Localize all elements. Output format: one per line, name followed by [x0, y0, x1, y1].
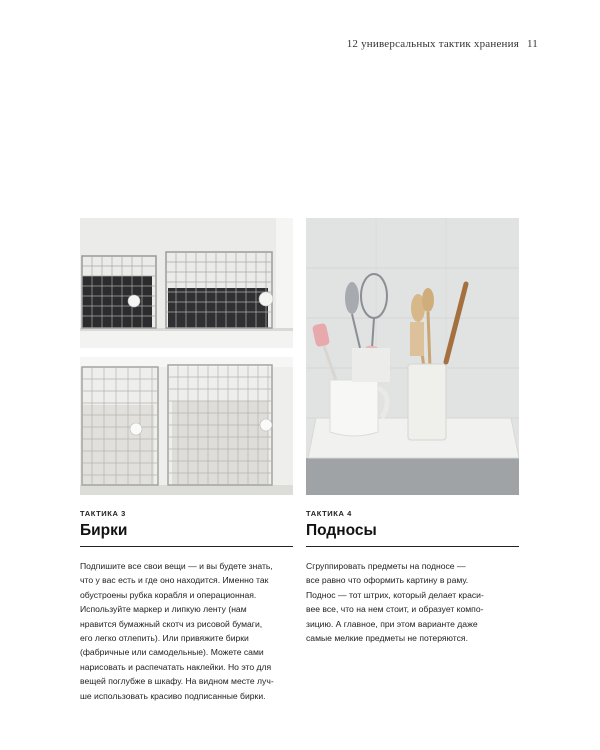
body-line: нарисовать и распечатать наклейки. Но это для [80, 661, 272, 672]
body-line: (фабричные или самодельные). Можете сами [80, 647, 264, 658]
body-line: зицию. А главное, при этом варианте даже [306, 618, 478, 629]
running-head-title: 12 универсальных тактик хранения [346, 38, 519, 50]
body-line: его легко отлепить). Или привяжите бирки [80, 633, 249, 644]
body-line: Используйте маркер и липкую ленту (нам [80, 604, 247, 615]
body-line: вее все, что на нем стоит, и образует компо- [306, 604, 484, 615]
tactic-4-rule [306, 546, 519, 547]
photo-baskets-bottom-shelf [80, 357, 293, 495]
tactic-3-section [80, 509, 293, 703]
body-line: вещей поглубже в шкафу. На видном месте луч- [80, 676, 274, 687]
tactic-3-body [80, 559, 293, 703]
tactic-3-kicker: ТАКТИКА 3 [80, 509, 126, 518]
body-line: Сгруппировать предметы на подносе — [306, 561, 466, 571]
body-line: что у вас есть и где оно находится. Именно так [80, 575, 269, 586]
body-line: самые мелкие предметы не потеряются. [306, 633, 468, 644]
body-line: ше использовать красиво подписанные бирки. [80, 690, 266, 701]
tactic-3-rule [80, 546, 293, 547]
tactic-4-section [306, 509, 519, 645]
body-line: все равно что оформить картину в раму. [306, 575, 469, 586]
tactic-4-title: Подносы [306, 522, 377, 539]
tactic-4-body [306, 559, 519, 645]
body-line: нравится бумажный скотч из рисовой бумаги, [80, 618, 263, 629]
page-number: 11 [527, 38, 538, 50]
body-line: Поднос — тот штрих, который делает краси- [306, 589, 484, 600]
tactic-3-title: Бирки [80, 522, 128, 539]
photo-tray-utensils [306, 218, 519, 495]
body-line: обустроены рубка корабля и операционная. [80, 589, 257, 600]
body-line: Подпишите все свои вещи — и вы будете знать, [80, 561, 273, 571]
running-head [347, 38, 538, 50]
tactic-4-kicker: ТАКТИКА 4 [306, 509, 352, 518]
photo-baskets-top-shelf [80, 218, 293, 348]
